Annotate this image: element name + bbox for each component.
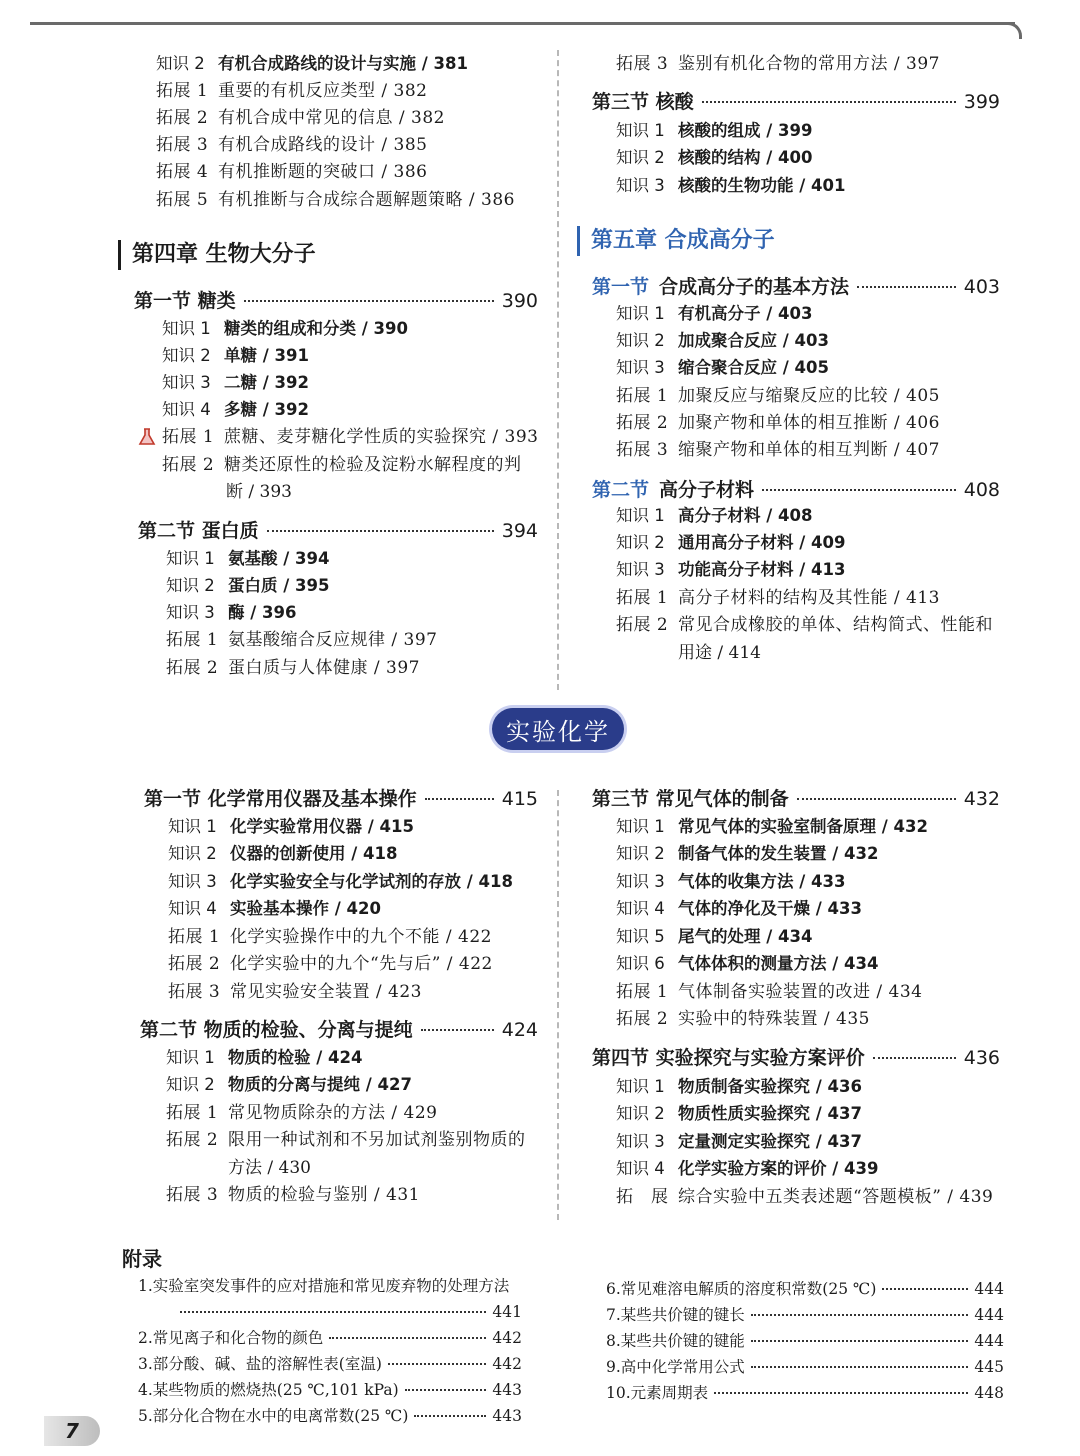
chapter-4-title: 第四章 生物大分子	[118, 240, 316, 270]
toc-entry[interactable]: 拓展 3 物质的检验与鉴别 / 431	[166, 1185, 420, 1205]
top-rule-corner	[1005, 22, 1022, 39]
leader-dots	[751, 1340, 969, 1342]
toc-entry[interactable]: 拓展 2 常见合成橡胶的单体、结构简式、性能和	[616, 615, 993, 635]
leader-dots	[751, 1366, 969, 1368]
section-lab-2[interactable]	[140, 1017, 538, 1043]
appendix-entry[interactable]: 7.某些共价键的键长 444	[606, 1306, 1004, 1324]
toc-entry[interactable]: 拓展 1 氨基酸缩合反应规律 / 397	[166, 630, 438, 650]
section-page: 424	[501, 1019, 538, 1041]
leader-dots	[421, 1029, 494, 1031]
toc-entry[interactable]: 拓展 1 重要的有机反应类型 / 382	[156, 81, 428, 101]
toc-entry[interactable]: 知识 2 有机合成路线的设计与实施 / 381	[156, 54, 468, 73]
toc-entry[interactable]: 知识 1 物质的检验 / 424	[166, 1048, 363, 1067]
section-page: 432	[963, 788, 1000, 810]
toc-entry[interactable]: 知识 2 单糖 / 391	[162, 346, 309, 365]
toc-entry[interactable]: 拓展 1 加聚反应与缩聚反应的比较 / 405	[616, 386, 940, 406]
leader-dots	[762, 489, 956, 491]
appendix-entry[interactable]: 10.元素周期表 448	[606, 1384, 1004, 1402]
toc-entry[interactable]: 拓展 1 高分子材料的结构及其性能 / 413	[616, 588, 940, 608]
toc-entry[interactable]: 知识 1 氨基酸 / 394	[166, 549, 330, 568]
toc-entry[interactable]: 知识 4 实验基本操作 / 420	[168, 899, 381, 918]
leader-dots	[180, 1311, 486, 1313]
toc-entry[interactable]: 拓展 5 有机推断与合成综合题解题策略 / 386	[156, 190, 515, 210]
flask-icon	[138, 428, 156, 446]
section-title: 合成高分子的基本方法	[659, 276, 850, 298]
column-divider	[557, 50, 559, 690]
toc-entry[interactable]: 拓展 2 化学实验中的九个“先与后” / 422	[168, 954, 493, 974]
leader-dots	[267, 530, 494, 532]
appendix-entry[interactable]: 1.实验室突发事件的应对措施和常见废弃物的处理方法	[138, 1277, 510, 1295]
leader-dots	[873, 1057, 956, 1059]
section-title: 第三节 常见气体的制备	[592, 788, 789, 810]
section-title: 第二节 物质的检验、分离与提纯	[140, 1019, 413, 1041]
toc-entry[interactable]: 知识 2 物质性质实验探究 / 437	[616, 1104, 862, 1123]
toc-entry-continuation: 断 / 393	[226, 482, 292, 502]
page-number: 7	[44, 1416, 100, 1446]
appendix-entry[interactable]: 9.高中化学常用公式 445	[606, 1358, 1004, 1376]
appendix-entry[interactable]: 2.常见离子和化合物的颜色 442	[138, 1329, 522, 1347]
leader-dots	[425, 798, 494, 800]
toc-entry[interactable]: 知识 3 酶 / 396	[166, 603, 297, 622]
leader-dots	[882, 1288, 968, 1290]
column-divider-lab	[557, 790, 559, 1220]
section-page: 436	[963, 1047, 1000, 1069]
leader-dots	[702, 101, 956, 103]
toc-entry[interactable]: 知识 3 化学实验安全与化学试剂的存放 / 418	[168, 872, 513, 891]
top-rule	[30, 22, 1015, 25]
leader-dots	[797, 798, 956, 800]
appendix-entry[interactable]: 3.部分酸、碱、盐的溶解性表(室温) 442	[138, 1355, 522, 1373]
toc-entry[interactable]: 拓展 3 有机合成路线的设计 / 385	[156, 135, 428, 155]
leader-dots	[414, 1415, 486, 1417]
toc-entry[interactable]: 知识 2 加成聚合反应 / 403	[616, 331, 829, 350]
leader-dots	[714, 1392, 968, 1394]
chapter-5-title: 第五章 合成高分子	[577, 226, 775, 256]
toc-entry[interactable]: 知识 2 蛋白质 / 395	[166, 576, 330, 595]
leader-dots	[751, 1314, 969, 1316]
section-page: 415	[501, 788, 538, 810]
toc-entry[interactable]: 知识 6 气体体积的测量方法 / 434	[616, 954, 879, 973]
toc-entry[interactable]: 知识 3 二糖 / 392	[162, 373, 309, 392]
toc-entry[interactable]: 拓展 3 常见实验安全装置 / 423	[168, 982, 422, 1002]
section-lab-3[interactable]	[592, 786, 1000, 812]
toc-entry[interactable]: 知识 5 尾气的处理 / 434	[616, 927, 813, 946]
toc-entry[interactable]: 知识 1 核酸的组成 / 399	[616, 121, 813, 140]
toc-entry[interactable]: 拓展 1 气体制备实验装置的改进 / 434	[616, 982, 923, 1002]
toc-entry[interactable]: 拓 展 综合实验中五类表述题“答题模板” / 439	[616, 1187, 994, 1207]
toc-entry[interactable]: 知识 1 化学实验常用仪器 / 415	[168, 817, 414, 836]
appendix-entry[interactable]: 4.某些物质的燃烧热(25 ℃,101 kPa) 443	[138, 1381, 522, 1399]
section-title: 第四节 实验探究与实验方案评价	[592, 1047, 865, 1069]
section-number: 第一节	[592, 276, 650, 298]
section-lab-4[interactable]	[592, 1045, 1000, 1071]
appendix-entry[interactable]: 5.部分化合物在水中的电离常数(25 ℃) 443	[138, 1407, 522, 1425]
lab-chemistry-banner: 实验化学	[492, 708, 624, 750]
toc-entry[interactable]: 拓展 2 糖类还原性的检验及淀粉水解程度的判	[162, 455, 522, 475]
section-title: 第二节 蛋白质	[138, 520, 259, 542]
toc-entry[interactable]: 知识 4 多糖 / 392	[162, 400, 309, 419]
appendix-entry[interactable]: 8.某些共价键的键能 444	[606, 1332, 1004, 1350]
toc-entry[interactable]: 知识 1 高分子材料 / 408	[616, 506, 813, 525]
toc-entry[interactable]: 知识 1 常见气体的实验室制备原理 / 432	[616, 817, 928, 836]
toc-entry[interactable]: 拓展 1 蔗糖、麦芽糖化学性质的实验探究 / 393	[162, 426, 538, 448]
toc-entry[interactable]: 知识 2 通用高分子材料 / 409	[616, 533, 846, 552]
toc-entry-continuation: 方法 / 430	[228, 1158, 311, 1178]
section-lab-1[interactable]	[144, 786, 538, 812]
toc-entry[interactable]: 拓展 2 加聚产物和单体的相互推断 / 406	[616, 413, 940, 433]
leader-dots	[857, 286, 956, 288]
section-title: 第一节 糖类	[134, 290, 236, 312]
leader-dots	[388, 1363, 487, 1365]
section-page: 390	[501, 290, 538, 312]
toc-entry[interactable]: 拓展 2 蛋白质与人体健康 / 397	[166, 658, 420, 678]
section-title: 高分子材料	[659, 479, 755, 501]
section-5-2[interactable]	[592, 477, 1000, 503]
toc-entry[interactable]: 知识 3 气体的收集方法 / 433	[616, 872, 846, 891]
toc-entry[interactable]: 拓展 4 有机推断题的突破口 / 386	[156, 162, 428, 182]
section-page: 403	[963, 276, 1000, 298]
appendix-title: 附录	[122, 1247, 162, 1271]
toc-entry[interactable]: 知识 4 化学实验方案的评价 / 439	[616, 1159, 879, 1178]
section-page: 399	[963, 91, 1000, 113]
toc-entry[interactable]: 知识 2 核酸的结构 / 400	[616, 148, 813, 167]
toc-entry[interactable]: 知识 2 仪器的创新使用 / 418	[168, 844, 398, 863]
toc-entry[interactable]: 拓展 2 实验中的特殊装置 / 435	[616, 1009, 870, 1029]
appendix-entry[interactable]: 6.常见难溶电解质的溶度积常数(25 ℃) 444	[606, 1280, 1004, 1298]
toc-entry[interactable]: 知识 2 制备气体的发生装置 / 432	[616, 844, 879, 863]
toc-entry-continuation: 用途 / 414	[678, 643, 761, 663]
section-page: 408	[963, 479, 1000, 501]
section-number: 第二节	[592, 479, 650, 501]
section-4-2[interactable]	[138, 518, 538, 544]
toc-entry[interactable]: 拓展 1 化学实验操作中的九个不能 / 422	[168, 927, 492, 947]
section-title: 第一节 化学常用仪器及基本操作	[144, 788, 417, 810]
toc-entry[interactable]: 知识 1 有机高分子 / 403	[616, 304, 813, 323]
leader-dots	[244, 300, 494, 302]
section-4-1[interactable]	[134, 288, 538, 314]
toc-entry[interactable]: 知识 2 物质的分离与提纯 / 427	[166, 1075, 412, 1094]
toc-entry[interactable]: 拓展 2 限用一种试剂和不另加试剂鉴别物质的	[166, 1130, 526, 1150]
appendix-entry[interactable]: 441	[174, 1301, 522, 1323]
toc-entry[interactable]: 知识 1 糖类的组成和分类 / 390	[162, 319, 408, 338]
toc-entry[interactable]: 知识 3 定量测定实验探究 / 437	[616, 1132, 862, 1151]
section-page: 394	[501, 520, 538, 542]
toc-entry[interactable]: 知识 3 缩合聚合反应 / 405	[616, 358, 829, 377]
section-5-1[interactable]	[592, 274, 1000, 300]
leader-dots	[405, 1389, 487, 1391]
toc-entry[interactable]: 知识 3 功能高分子材料 / 413	[616, 560, 846, 579]
leader-dots	[329, 1337, 486, 1339]
section-title: 第三节 核酸	[592, 91, 694, 113]
toc-entry[interactable]: 拓展 3 缩聚产物和单体的相互判断 / 407	[616, 440, 940, 460]
toc-entry[interactable]: 拓展 3 鉴别有机化合物的常用方法 / 397	[616, 54, 940, 74]
section-4-3[interactable]	[592, 89, 1000, 115]
toc-entry[interactable]: 拓展 1 常见物质除杂的方法 / 429	[166, 1103, 438, 1123]
toc-entry[interactable]: 拓展 2 有机合成中常见的信息 / 382	[156, 108, 445, 128]
toc-entry[interactable]: 知识 4 气体的净化及干燥 / 433	[616, 899, 862, 918]
toc-entry[interactable]: 知识 1 物质制备实验探究 / 436	[616, 1077, 862, 1096]
toc-entry[interactable]: 知识 3 核酸的生物功能 / 401	[616, 176, 846, 195]
